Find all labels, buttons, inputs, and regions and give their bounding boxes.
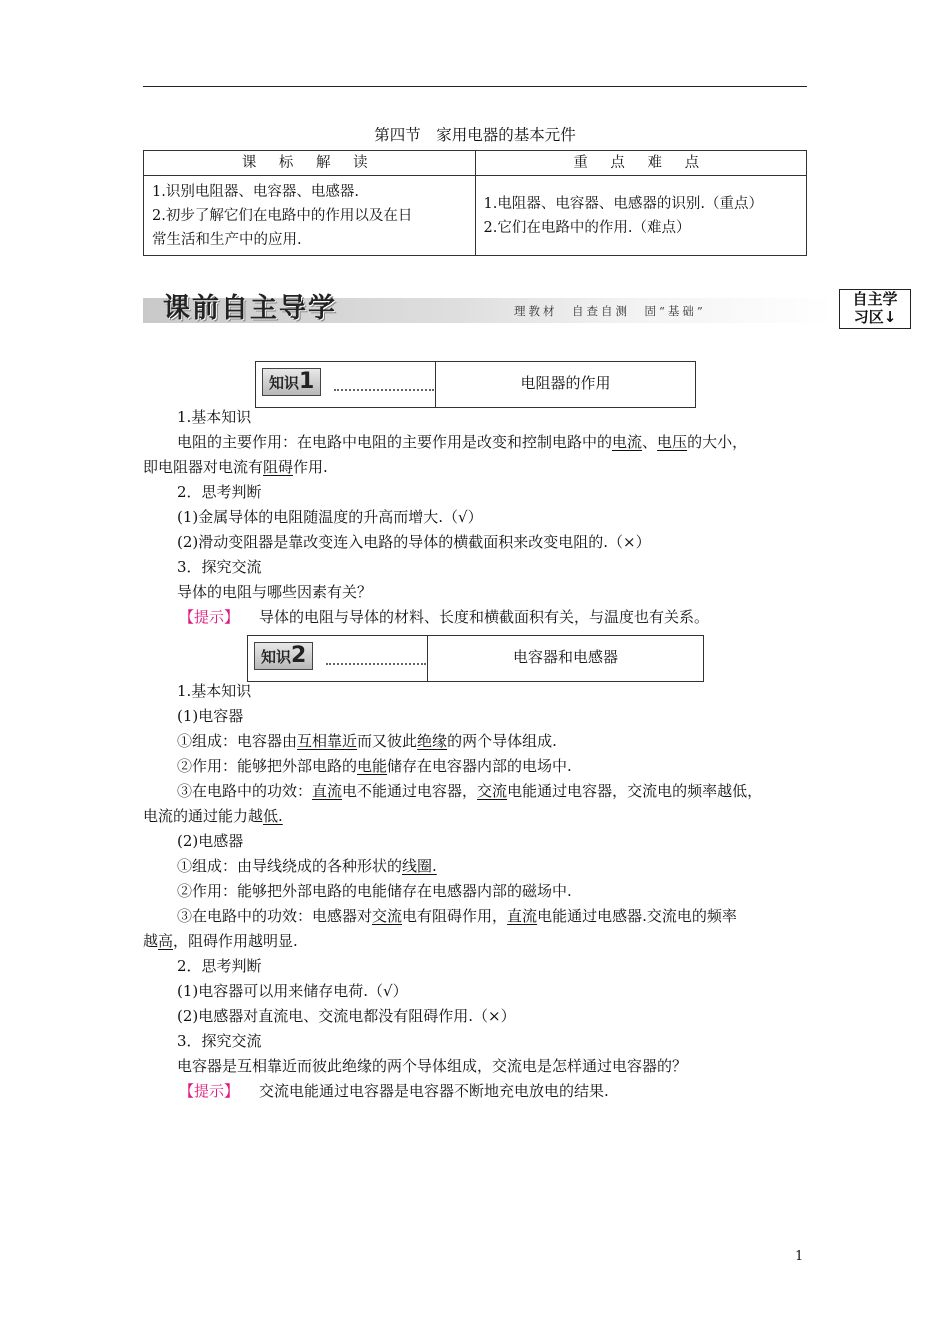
objective-line: 2.初步了解它们在电路中的作用以及在日 [152,207,413,224]
objective-line: 常生活和生产中的应用. [152,231,302,248]
answer-blank: 电能 [357,757,388,775]
paragraph: ①组成：由导线绕成的各种形状的线圈. [177,857,437,875]
paragraph: ②作用：能够把外部电路的电能储存在电容器内部的电场中. [177,757,572,775]
tip: 【提示】 导体的电阻与导体的材料、长度和横截面积有关，与温度也有关系。 [179,608,710,626]
keypoint-line: 2.它们在电路中的作用.（难点） [483,219,691,236]
knowledge-tag: 知识2 [254,642,313,670]
answer-blank: 交流 [477,782,508,800]
question: 导体的电阻与哪些因素有关？ [177,583,373,601]
col1-header: 课 标 解 读 [144,151,476,176]
section-title: 第四节 家用电器的基本元件 [374,126,576,144]
paragraph: 即电阻器对电流有阻碍作用. [143,458,328,476]
answer-blank: 低. [263,807,283,825]
answer-blank: 直流 [507,907,538,925]
judgement-item: (1)电容器可以用来储存电荷.（√） [177,982,408,1000]
tip-label: 【提示】 [179,1082,240,1100]
subheading-inductor: (2)电感器 [177,832,244,850]
paragraph: ③在电路中的功效：直流电不能通过电容器，交流电能通过电容器，交流电的频率越低， [177,782,763,800]
answer-blank: 线圈. [402,857,437,875]
paragraph: 电流的通过能力越低. [143,807,283,825]
judgement-item: (2)滑动变阻器是靠改变连入电路的导体的横截面积来改变电阻的.（×） [177,533,651,551]
heading-explore: 3．探究交流 [177,558,262,576]
knowledge-box-1 [255,361,696,408]
answer-blank: 电流 [612,433,643,451]
paragraph: 电阻的主要作用：在电路中电阻的主要作用是改变和控制电路中的电流、电压的大小， [177,433,748,451]
zone-label [839,289,911,329]
answer-blank: 交流 [372,907,403,925]
tip-label: 【提示】 [179,608,240,626]
header-rule [143,86,807,87]
question: 电容器是互相靠近而彼此绝缘的两个导体组成，交流电是怎样通过电容器的？ [177,1057,688,1075]
zone-label-line: 习区↓ [853,308,897,326]
answer-blank: 高 [158,932,174,950]
knowledge-box-2 [247,635,704,682]
answer-blank: 绝缘 [417,732,448,750]
judgement-item: (2)电感器对直流电、交流电都没有阻碍作用.（×） [177,1007,516,1025]
answer-blank: 电压 [657,433,688,451]
heading-think: 2．思考判断 [177,957,262,975]
heading-explore: 3．探究交流 [177,1032,262,1050]
dotted-leader [326,663,426,665]
answer-blank: 互相靠近 [297,732,358,750]
judgement-item: (1)金属导体的电阻随温度的升高而增大.（√） [177,508,483,526]
answer-blank: 阻碍 [263,458,294,476]
paragraph: ③在电路中的功效：电感器对交流电有阻碍作用，直流电能通过电感器.交流电的频率 [177,907,737,925]
col2-header: 重 点 难 点 [475,151,807,176]
knowledge-title: 电阻器的作用 [520,374,611,392]
heading-think: 2．思考判断 [177,483,262,501]
paragraph: 越高，阻碍作用越明显. [143,932,298,950]
objective-line: 1.识别电阻器、电容器、电感器. [152,183,359,200]
subheading-capacitor: (1)电容器 [177,707,244,725]
page-number: 1 [795,1249,804,1264]
banner-title: 课前自主导学 [163,293,337,324]
answer-blank: 直流 [312,782,343,800]
objectives-table [143,150,807,256]
banner-subtitle: 理教材 自查自测 固“基础” [514,304,706,318]
knowledge-title: 电容器和电感器 [512,648,618,666]
knowledge-tag: 知识1 [262,368,321,396]
heading-basic: 1.基本知识 [177,682,252,700]
keypoint-line: 1.电阻器、电容器、电感器的识别.（重点） [483,195,763,212]
zone-label-line: 自主学 [852,290,898,308]
tip: 【提示】 交流电能通过电容器是电容器不断地充电放电的结果. [179,1082,609,1100]
dotted-leader [334,389,434,391]
paragraph: ①组成：电容器由互相靠近而又彼此绝缘的两个导体组成. [177,732,557,750]
heading-basic: 1.基本知识 [177,408,252,426]
paragraph: ②作用：能够把外部电路的电能储存在电感器内部的磁场中. [177,882,572,900]
